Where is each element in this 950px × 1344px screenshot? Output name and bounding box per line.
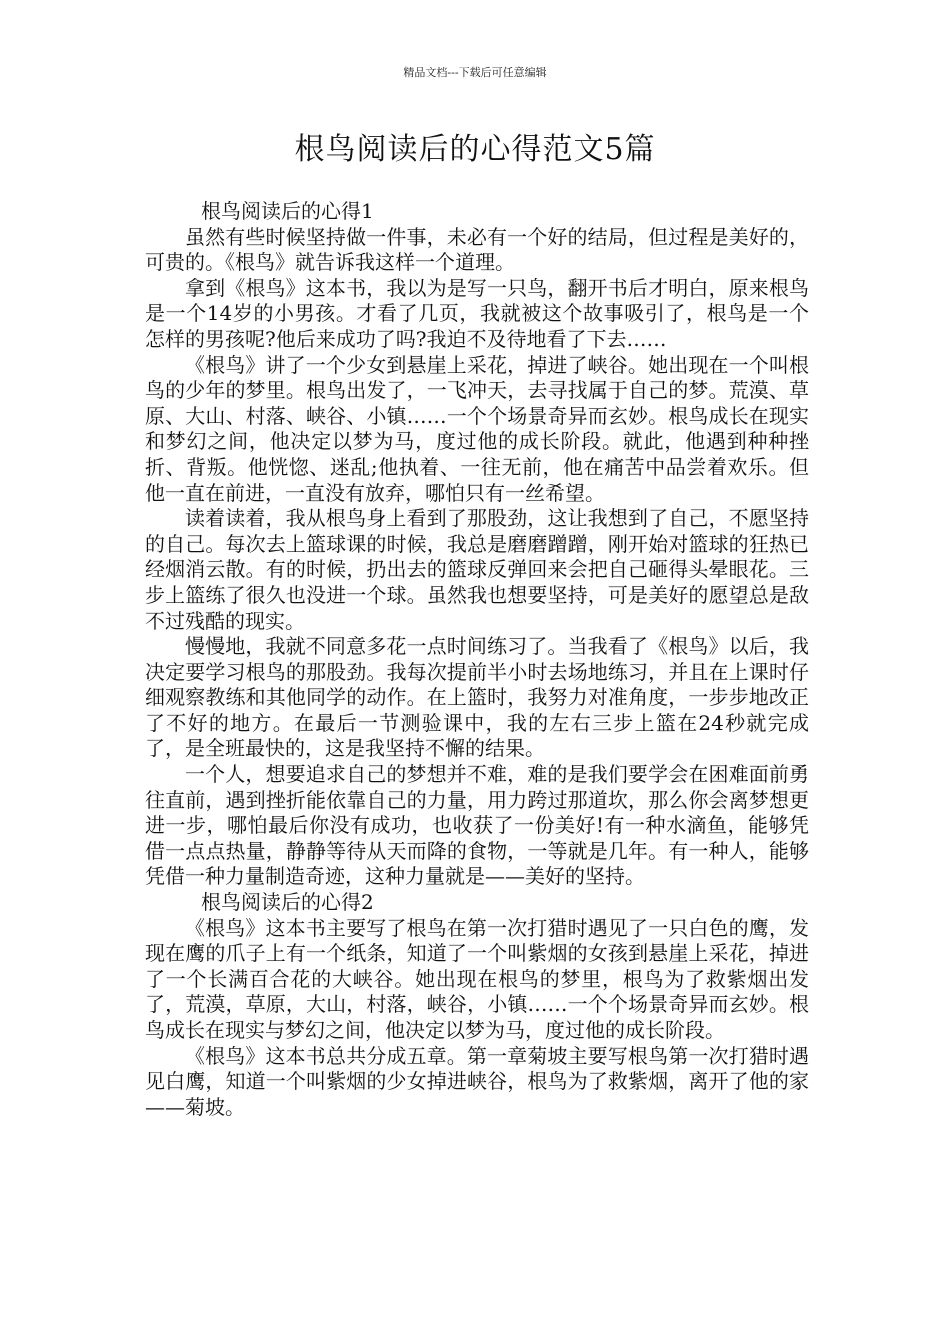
paragraph: 《根鸟》这本书主要写了根鸟在第一次打猎时遇见了一只白色的鹰，发现在鹰的爪子上有一个纸条，知道了一个叫紫烟的女孩到悬崖上采花，掉进了一个长满百合花的大峡谷。她出现在根鸟的梦里，根鸟为了救紫烟出发了，荒漠，草原，大山，村落，峡谷，小镇……一个个场景奇异而玄妙。根鸟成长在现实与梦幻之间，他决定以梦为马，度过他的成长阶段。 — [145, 915, 809, 1042]
paragraph: 读着读着，我从根鸟身上看到了那股劲，这让我想到了自己，不愿坚持的自己。每次去上篮球课的时候，我总是磨磨蹭蹭，刚开始对篮球的狂热已经烟消云散。有的时候，扔出去的篮球反弹回来会把自己砸得头晕眼花。三步上篮练了很久也没进一个球。虽然我也想要坚持，可是美好的愿望总是敌不过残酷的现实。 — [145, 506, 809, 633]
paragraph: 一个人，想要追求自己的梦想并不难，难的是我们要学会在困难面前勇往直前，遇到挫折能依靠自己的力量，用力跨过那道坎，那么你会离梦想更进一步，哪怕最后你没有成功，也收获了一份美好!有一种水滴鱼，能够凭借一点点热量，静静等待从天而降的食物，一等就是几年。有一种人，能够凭借一种力量制造奇迹，这种力量就是——美好的坚持。 — [145, 762, 809, 889]
paragraph: 拿到《根鸟》这本书，我以为是写一只鸟，翻开书后才明白，原来根鸟是一个14岁的小男孩。才看了几页，我就被这个故事吸引了，根鸟是一个怎样的男孩呢?他后来成功了吗?我迫不及待地看了下去…… — [145, 275, 809, 351]
section-heading-1: 根鸟阅读后的心得1 — [201, 199, 374, 223]
document-body — [145, 199, 809, 1120]
paragraph: 虽然有些时候坚持做一件事，未必有一个好的结局，但过程是美好的，可贵的。《根鸟》就告诉我这样一个道理。 — [145, 224, 809, 275]
paragraph: 慢慢地，我就不同意多花一点时间练习了。当我看了《根鸟》以后，我决定要学习根鸟的那股劲。我每次提前半小时去场地练习，并且在上课时仔细观察教练和其他同学的动作。在上篮时，我努力对准角度，一步步地改正了不好的地方。在最后一节测验课中，我的左右三步上篮在24秒就完成了，是全班最快的，这是我坚持不懈的结果。 — [145, 634, 809, 761]
header-note: 精品文档---下载后可任意编辑 — [403, 66, 547, 79]
paragraph: 《根鸟》这本书总共分成五章。第一章菊坡主要写根鸟第一次打猎时遇见白鹰，知道一个叫紫烟的少女掉进峡谷，根鸟为了救紫烟，离开了他的家——菊坡。 — [145, 1043, 809, 1119]
section-heading-2: 根鸟阅读后的心得2 — [201, 890, 374, 915]
paragraph: 《根鸟》讲了一个少女到悬崖上采花，掉进了峡谷。她出现在一个叫根鸟的少年的梦里。根鸟出发了，一飞冲天，去寻找属于自己的梦。荒漠、草原、大山、村落、峡谷、小镇……一个个场景奇异而玄妙。根鸟成长在现实和梦幻之间，他决定以梦为马，度过他的成长阶段。就此，他遇到种种挫折、背叛。他恍惚、迷乱;他执着、一往无前，他在痛苦中品尝着欢乐。但他一直在前进，一直没有放弃，哪怕只有一丝希望。 — [145, 352, 809, 505]
document-title: 根鸟阅读后的心得范文5篇 — [294, 132, 656, 167]
